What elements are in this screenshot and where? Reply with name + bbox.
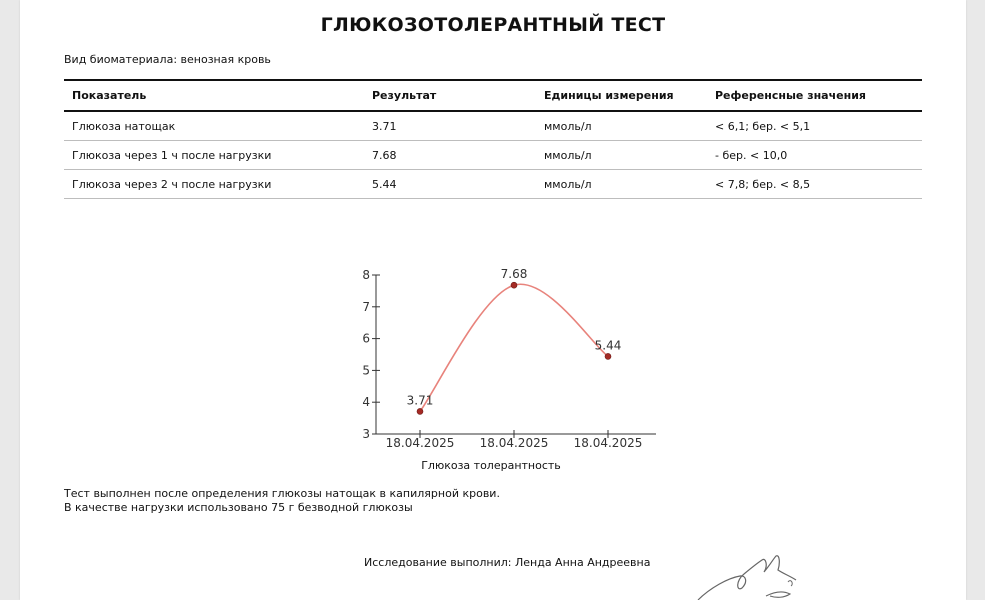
cell-indicator: Глюкоза натощак	[64, 111, 364, 141]
data-point	[605, 353, 611, 359]
y-tick-label: 4	[362, 395, 370, 410]
y-tick-label: 3	[362, 427, 370, 441]
report-page	[20, 0, 966, 600]
table-row	[64, 111, 922, 141]
cell-reference: < 6,1; бер. < 5,1	[707, 111, 922, 141]
cell-result: 3.71	[364, 111, 536, 141]
report-title: ГЛЮКОЗОТОЛЕРАНТНЫЙ ТЕСТ	[320, 14, 666, 36]
cell-result: 7.68	[364, 141, 536, 170]
table-row	[64, 141, 922, 170]
y-tick-label: 8	[362, 268, 370, 282]
data-label: 5.44	[594, 338, 622, 353]
header-reference: Референсные значения	[707, 80, 922, 111]
header-units: Единицы измерения	[536, 80, 707, 111]
x-tick-label: 18.04.2025	[479, 436, 549, 450]
cell-units: ммоль/л	[536, 111, 707, 141]
header-indicator: Показатель	[64, 80, 364, 111]
y-tick-label: 7	[362, 299, 370, 314]
glucose-chart-svg	[336, 262, 656, 457]
y-tick-label: 5	[362, 363, 370, 378]
chart-x-axis-label: Глюкоза толерантность	[421, 459, 561, 472]
x-tick-label: 18.04.2025	[385, 436, 455, 450]
table-header-row	[64, 80, 922, 111]
results-table	[64, 79, 922, 199]
biomaterial-label: Вид биоматериала: венозная кровь	[64, 53, 271, 66]
cell-reference: < 7,8; бер. < 8,5	[707, 170, 922, 199]
cell-units: ммоль/л	[536, 170, 707, 199]
data-point	[417, 408, 423, 414]
cell-indicator: Глюкоза через 2 ч после нагрузки	[64, 170, 364, 199]
series-line	[420, 284, 608, 411]
signature-drawing	[670, 552, 810, 600]
table-row	[64, 170, 922, 199]
note-line-1: Тест выполнен после определения глюкозы натощак в капилярной крови.	[64, 487, 500, 500]
cell-reference: - бер. < 10,0	[707, 141, 922, 170]
note-line-2: В качестве нагрузки использовано 75 г безводной глюкозы	[64, 501, 413, 514]
data-label: 3.71	[406, 393, 434, 408]
data-point	[511, 282, 517, 288]
cell-indicator: Глюкоза через 1 ч после нагрузки	[64, 141, 364, 170]
performer-line: Исследование выполнил: Ленда Анна Андреевна	[364, 556, 651, 569]
x-tick-label: 18.04.2025	[573, 436, 643, 450]
data-label: 7.68	[500, 267, 528, 282]
handwritten-signature	[670, 552, 810, 600]
cell-result: 5.44	[364, 170, 536, 199]
header-result: Результат	[364, 80, 536, 111]
cell-units: ммоль/л	[536, 141, 707, 170]
glucose-chart	[336, 262, 656, 461]
y-tick-label: 6	[362, 331, 370, 346]
test-notes	[64, 487, 500, 515]
